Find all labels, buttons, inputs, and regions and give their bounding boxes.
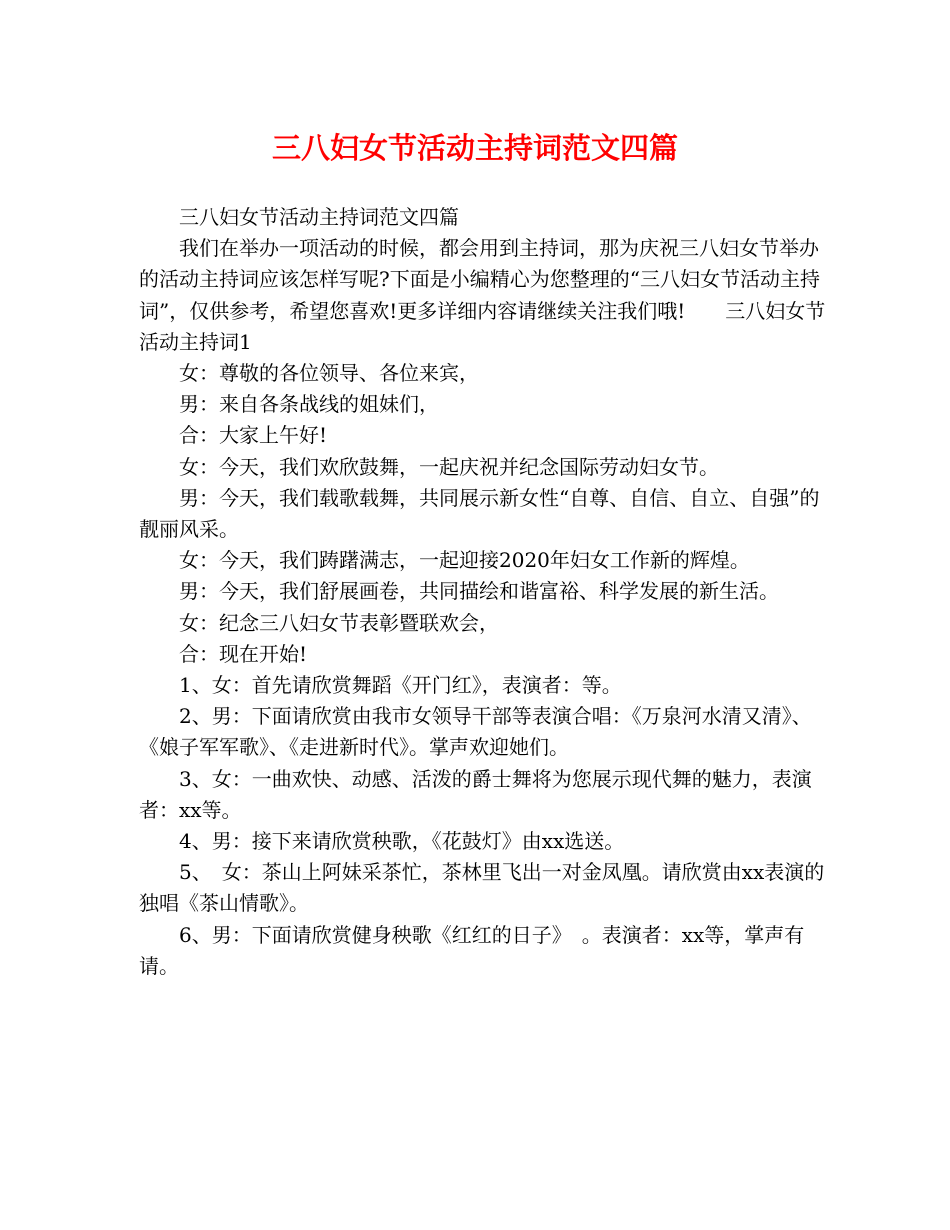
document-body	[139, 202, 829, 982]
paragraph: 男：今天，我们载歌载舞，共同展示新女性“自尊、自信、自立、自强”的靓丽风采。	[139, 485, 820, 542]
paragraph: 女：今天，我们踌躇满志，一起迎接2020年妇女工作新的辉煌。	[179, 548, 750, 573]
paragraph: 三八妇女节活动主持词范文四篇	[179, 205, 459, 229]
paragraph: 我们在举办一项活动的时候，都会用到主持词，那为庆祝三八妇女节举办的活动主持词应该怎样写呢?下面是小编精心为您整理的“三八妇女节活动主持词”，仅供参考，希望您喜欢!更多详细内容请继续关注我们哦! 三八妇女节活动主持词1	[139, 236, 826, 354]
paragraph: 女：纪念三八妇女节表彰暨联欢会，	[179, 610, 499, 635]
paragraph: 男：来自各条战线的姐妹们，	[179, 392, 439, 417]
paragraph: 1、女：首先请欣赏舞蹈《开门红》，表演者：等。	[179, 673, 622, 698]
paragraph: 6、男：下面请欣赏健身秧歌《红红的日子》 。表演者：xx等，掌声有请。	[139, 922, 805, 978]
paragraph: 合：现在开始!	[179, 641, 308, 666]
paragraph: 3、女：一曲欢快、动感、活泼的爵士舞将为您展示现代舞的魅力，表演者：xx等。	[139, 766, 812, 822]
paragraph: 女：尊敬的各位领导、各位来宾，	[179, 361, 479, 386]
paragraph: 2、男：下面请欣赏由我市女领导干部等表演合唱：《万泉河水清又清》、《娘子军军歌》、《走进新时代》。掌声欢迎她们。	[139, 704, 812, 760]
paragraph: 男：今天，我们舒展画卷，共同描绘和谐富裕、科学发展的新生活。	[179, 579, 779, 604]
document-title: 三八妇女节活动主持词范文四篇	[271, 131, 678, 165]
paragraph: 合：大家上午好!	[179, 423, 328, 448]
paragraph: 女：今天，我们欢欣鼓舞，一起庆祝并纪念国际劳动妇女节。	[179, 454, 719, 479]
paragraph: 5、 女：茶山上阿妹采茶忙，茶林里飞出一对金凤凰。请欣赏由xx表演的独唱《茶山情歌》。	[139, 860, 825, 916]
paragraph: 4、男：接下来请欣赏秧歌，《花鼓灯》由xx选送。	[179, 829, 625, 854]
